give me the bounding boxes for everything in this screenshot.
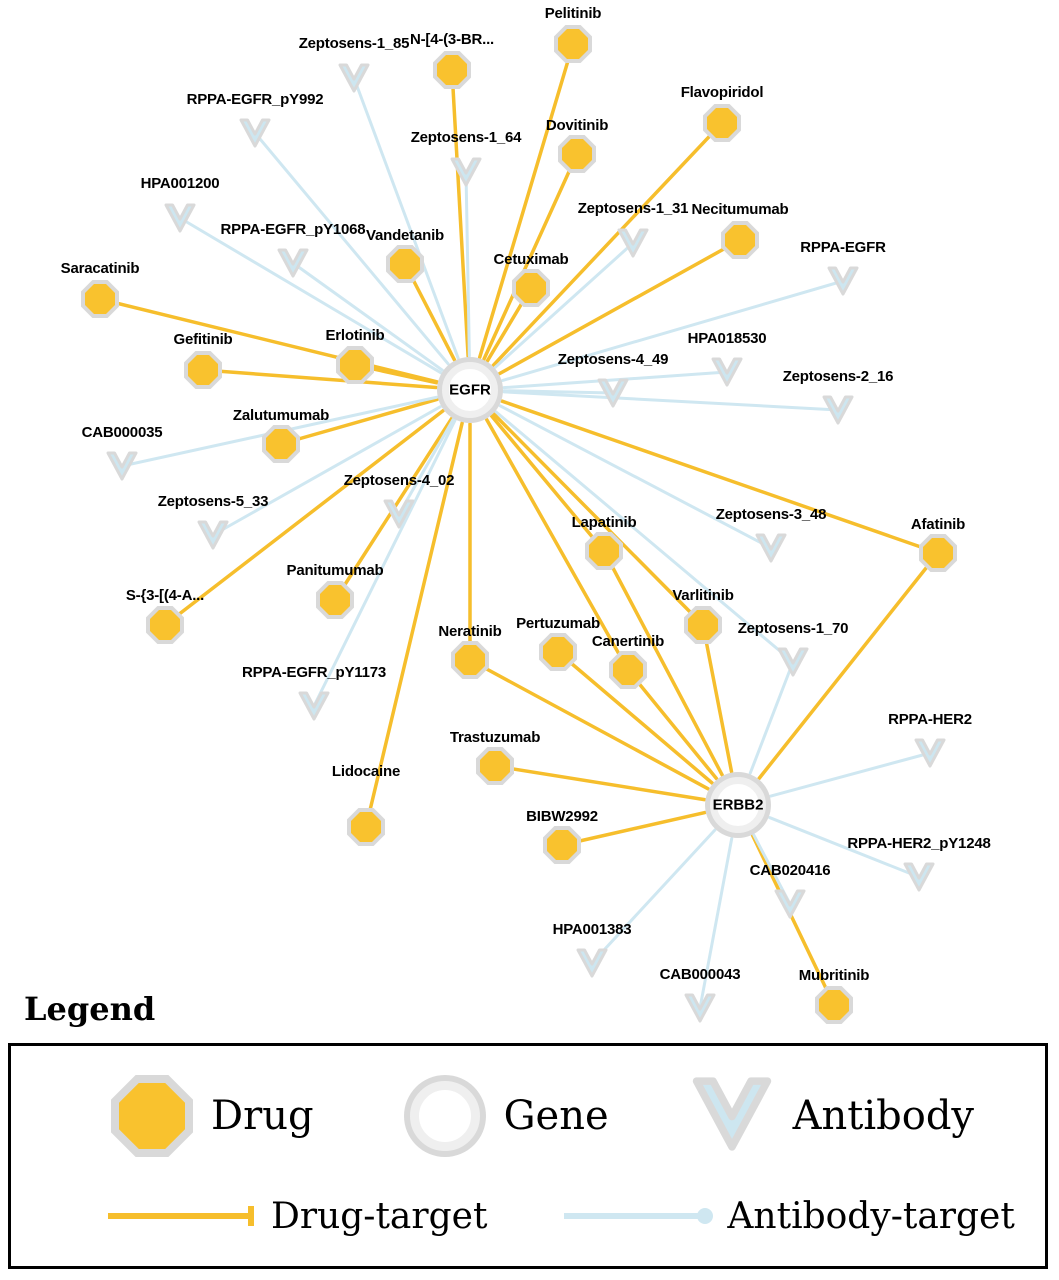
legend-drug-label: Drug xyxy=(211,1093,314,1139)
antibody-node[interactable] xyxy=(196,518,230,552)
antibody-node-label: RPPA-EGFR_pY1173 xyxy=(241,664,387,681)
antibody-node-label: Zeptosens-5_33 xyxy=(157,493,269,510)
antibody-chevron-icon xyxy=(689,1071,775,1162)
drug-node[interactable] xyxy=(262,425,300,463)
drug-node-label: Necitumumab xyxy=(691,201,789,218)
antibody-node-label: CAB000043 xyxy=(659,966,741,983)
drug-node[interactable] xyxy=(451,641,489,679)
drug-node[interactable] xyxy=(539,633,577,671)
antibody-node-label: CAB000035 xyxy=(81,424,163,441)
antibody-node-label: CAB020416 xyxy=(749,862,831,879)
antibody-node-label: Zeptosens-1_70 xyxy=(737,620,849,637)
gene-node[interactable] xyxy=(437,357,503,423)
drug-node[interactable] xyxy=(703,104,741,142)
antibody-node[interactable] xyxy=(683,991,717,1025)
legend-antibody xyxy=(689,1071,974,1162)
drug-node-label: BIBW2992 xyxy=(526,808,598,825)
graph-edge xyxy=(771,753,930,796)
drug-node-label: Erlotinib xyxy=(325,327,385,344)
graph-edge xyxy=(503,281,843,380)
graph-edge xyxy=(502,401,938,553)
gene-node[interactable] xyxy=(705,772,771,838)
antibody-node[interactable] xyxy=(596,376,630,410)
antibody-node-label: Zeptosens-3_48 xyxy=(715,506,827,523)
antibody-node[interactable] xyxy=(105,449,139,483)
antibody-node-label: Zeptosens-1_85 xyxy=(298,35,410,52)
antibody-node[interactable] xyxy=(902,860,936,894)
antibody-node-label: Zeptosens-1_64 xyxy=(410,129,522,146)
drug-node-label: Varlitinib xyxy=(672,587,734,604)
drug-node-label: Cetuximab xyxy=(493,251,569,268)
drug-node-label: Neratinib xyxy=(438,623,502,640)
antibody-node[interactable] xyxy=(575,946,609,980)
legend-antibody-label: Antibody xyxy=(792,1093,975,1139)
antibody-node[interactable] xyxy=(276,246,310,280)
antibody-node-label: RPPA-EGFR xyxy=(800,239,886,256)
legend-gene xyxy=(404,1075,609,1157)
antibody-node[interactable] xyxy=(238,116,272,150)
graph-edge xyxy=(354,78,458,358)
antibody-node-label: HPA001200 xyxy=(140,175,220,192)
drug-node[interactable] xyxy=(585,532,623,570)
drug-node-label: Vandetanib xyxy=(365,227,445,244)
drug-node[interactable] xyxy=(386,245,424,283)
drug-node[interactable] xyxy=(184,351,222,389)
antibody-node-label: Zeptosens-4_49 xyxy=(557,351,669,368)
antibody-node[interactable] xyxy=(382,497,416,531)
graph-edge xyxy=(493,123,722,365)
antibody-node[interactable] xyxy=(163,201,197,235)
drug-node[interactable] xyxy=(347,808,385,846)
antibody-node[interactable] xyxy=(337,61,371,95)
gene-node-label: EGFR xyxy=(449,381,491,399)
drug-node-label: Lidocaine xyxy=(331,763,401,780)
drug-node[interactable] xyxy=(336,346,374,384)
drug-node[interactable] xyxy=(684,606,722,644)
drug-target-edge-icon xyxy=(106,1201,261,1231)
antibody-node[interactable] xyxy=(826,264,860,298)
graph-edge xyxy=(592,830,715,963)
drug-node-label: Pelitinib xyxy=(544,5,602,22)
drug-node[interactable] xyxy=(433,51,471,89)
legend-drug-target-edge xyxy=(106,1196,487,1237)
antibody-node-label: RPPA-HER2 xyxy=(888,711,972,728)
graph-edge xyxy=(504,392,838,410)
antibody-node[interactable] xyxy=(710,355,744,389)
drug-node-label: Afatinib xyxy=(910,516,966,533)
drug-node-label: Mubritinib xyxy=(798,967,870,984)
drug-node-label: Gefitinib xyxy=(173,331,233,348)
drug-node[interactable] xyxy=(476,747,514,785)
drug-node[interactable] xyxy=(609,651,647,689)
antibody-node-label: Zeptosens-2_16 xyxy=(782,368,894,385)
legend-antibody-target-label: Antibody-target xyxy=(727,1195,1015,1237)
antibody-node[interactable] xyxy=(773,887,807,921)
legend-antibody-target-edge xyxy=(562,1196,1014,1237)
drug-node-label: Zalutumumab xyxy=(232,407,330,424)
drug-node-label: Panitumumab xyxy=(286,562,384,579)
antibody-node-label: HPA001383 xyxy=(552,921,632,938)
drug-node-label: Flavopiridol xyxy=(680,84,764,101)
drug-node[interactable] xyxy=(919,534,957,572)
drug-node[interactable] xyxy=(512,269,550,307)
antibody-node-label: RPPA-EGFR_pY1068 xyxy=(220,221,366,238)
drug-node[interactable] xyxy=(146,606,184,644)
drug-node-label: Trastuzumab xyxy=(449,729,541,746)
legend-gene-label: Gene xyxy=(503,1093,609,1139)
gene-node-label: ERBB2 xyxy=(712,796,764,814)
drug-node-label: Saracatinib xyxy=(60,260,140,277)
drug-octagon-icon xyxy=(111,1075,193,1157)
drug-node[interactable] xyxy=(81,280,119,318)
legend-title: Legend xyxy=(24,990,156,1028)
antibody-node-label: Zeptosens-4_02 xyxy=(343,472,455,489)
legend-drug-target-label: Drug-target xyxy=(271,1195,488,1237)
antibody-node-label: Zeptosens-1_31 xyxy=(577,200,689,217)
drug-node[interactable] xyxy=(554,25,592,63)
antibody-node[interactable] xyxy=(616,226,650,260)
antibody-node-label: HPA018530 xyxy=(687,330,767,347)
drug-node-label: Lapatinib xyxy=(571,514,637,531)
drug-node-label: Pertuzumab xyxy=(516,615,600,632)
antibody-node[interactable] xyxy=(776,645,810,679)
drug-node[interactable] xyxy=(543,826,581,864)
antibody-node[interactable] xyxy=(754,531,788,565)
antibody-target-edge-icon xyxy=(562,1201,717,1231)
antibody-node[interactable] xyxy=(913,736,947,770)
legend-drug xyxy=(111,1075,314,1157)
legend-box xyxy=(8,1043,1048,1269)
drug-node-label: N-[4-(3-BR... xyxy=(409,31,495,48)
drug-node-label: Canertinib xyxy=(591,633,665,650)
drug-node[interactable] xyxy=(721,221,759,259)
antibody-node[interactable] xyxy=(821,393,855,427)
drug-node[interactable] xyxy=(558,135,596,173)
antibody-node-label: RPPA-EGFR_pY992 xyxy=(186,91,324,108)
gene-circle-icon xyxy=(404,1075,486,1157)
drug-node-label: Dovitinib xyxy=(545,117,609,134)
drug-node[interactable] xyxy=(316,581,354,619)
antibody-node-label: RPPA-HER2_pY1248 xyxy=(847,835,991,852)
drug-node-label: S-{3-[(4-A... xyxy=(125,587,205,604)
antibody-node[interactable] xyxy=(449,155,483,189)
antibody-node[interactable] xyxy=(297,689,331,723)
drug-node[interactable] xyxy=(815,986,853,1024)
